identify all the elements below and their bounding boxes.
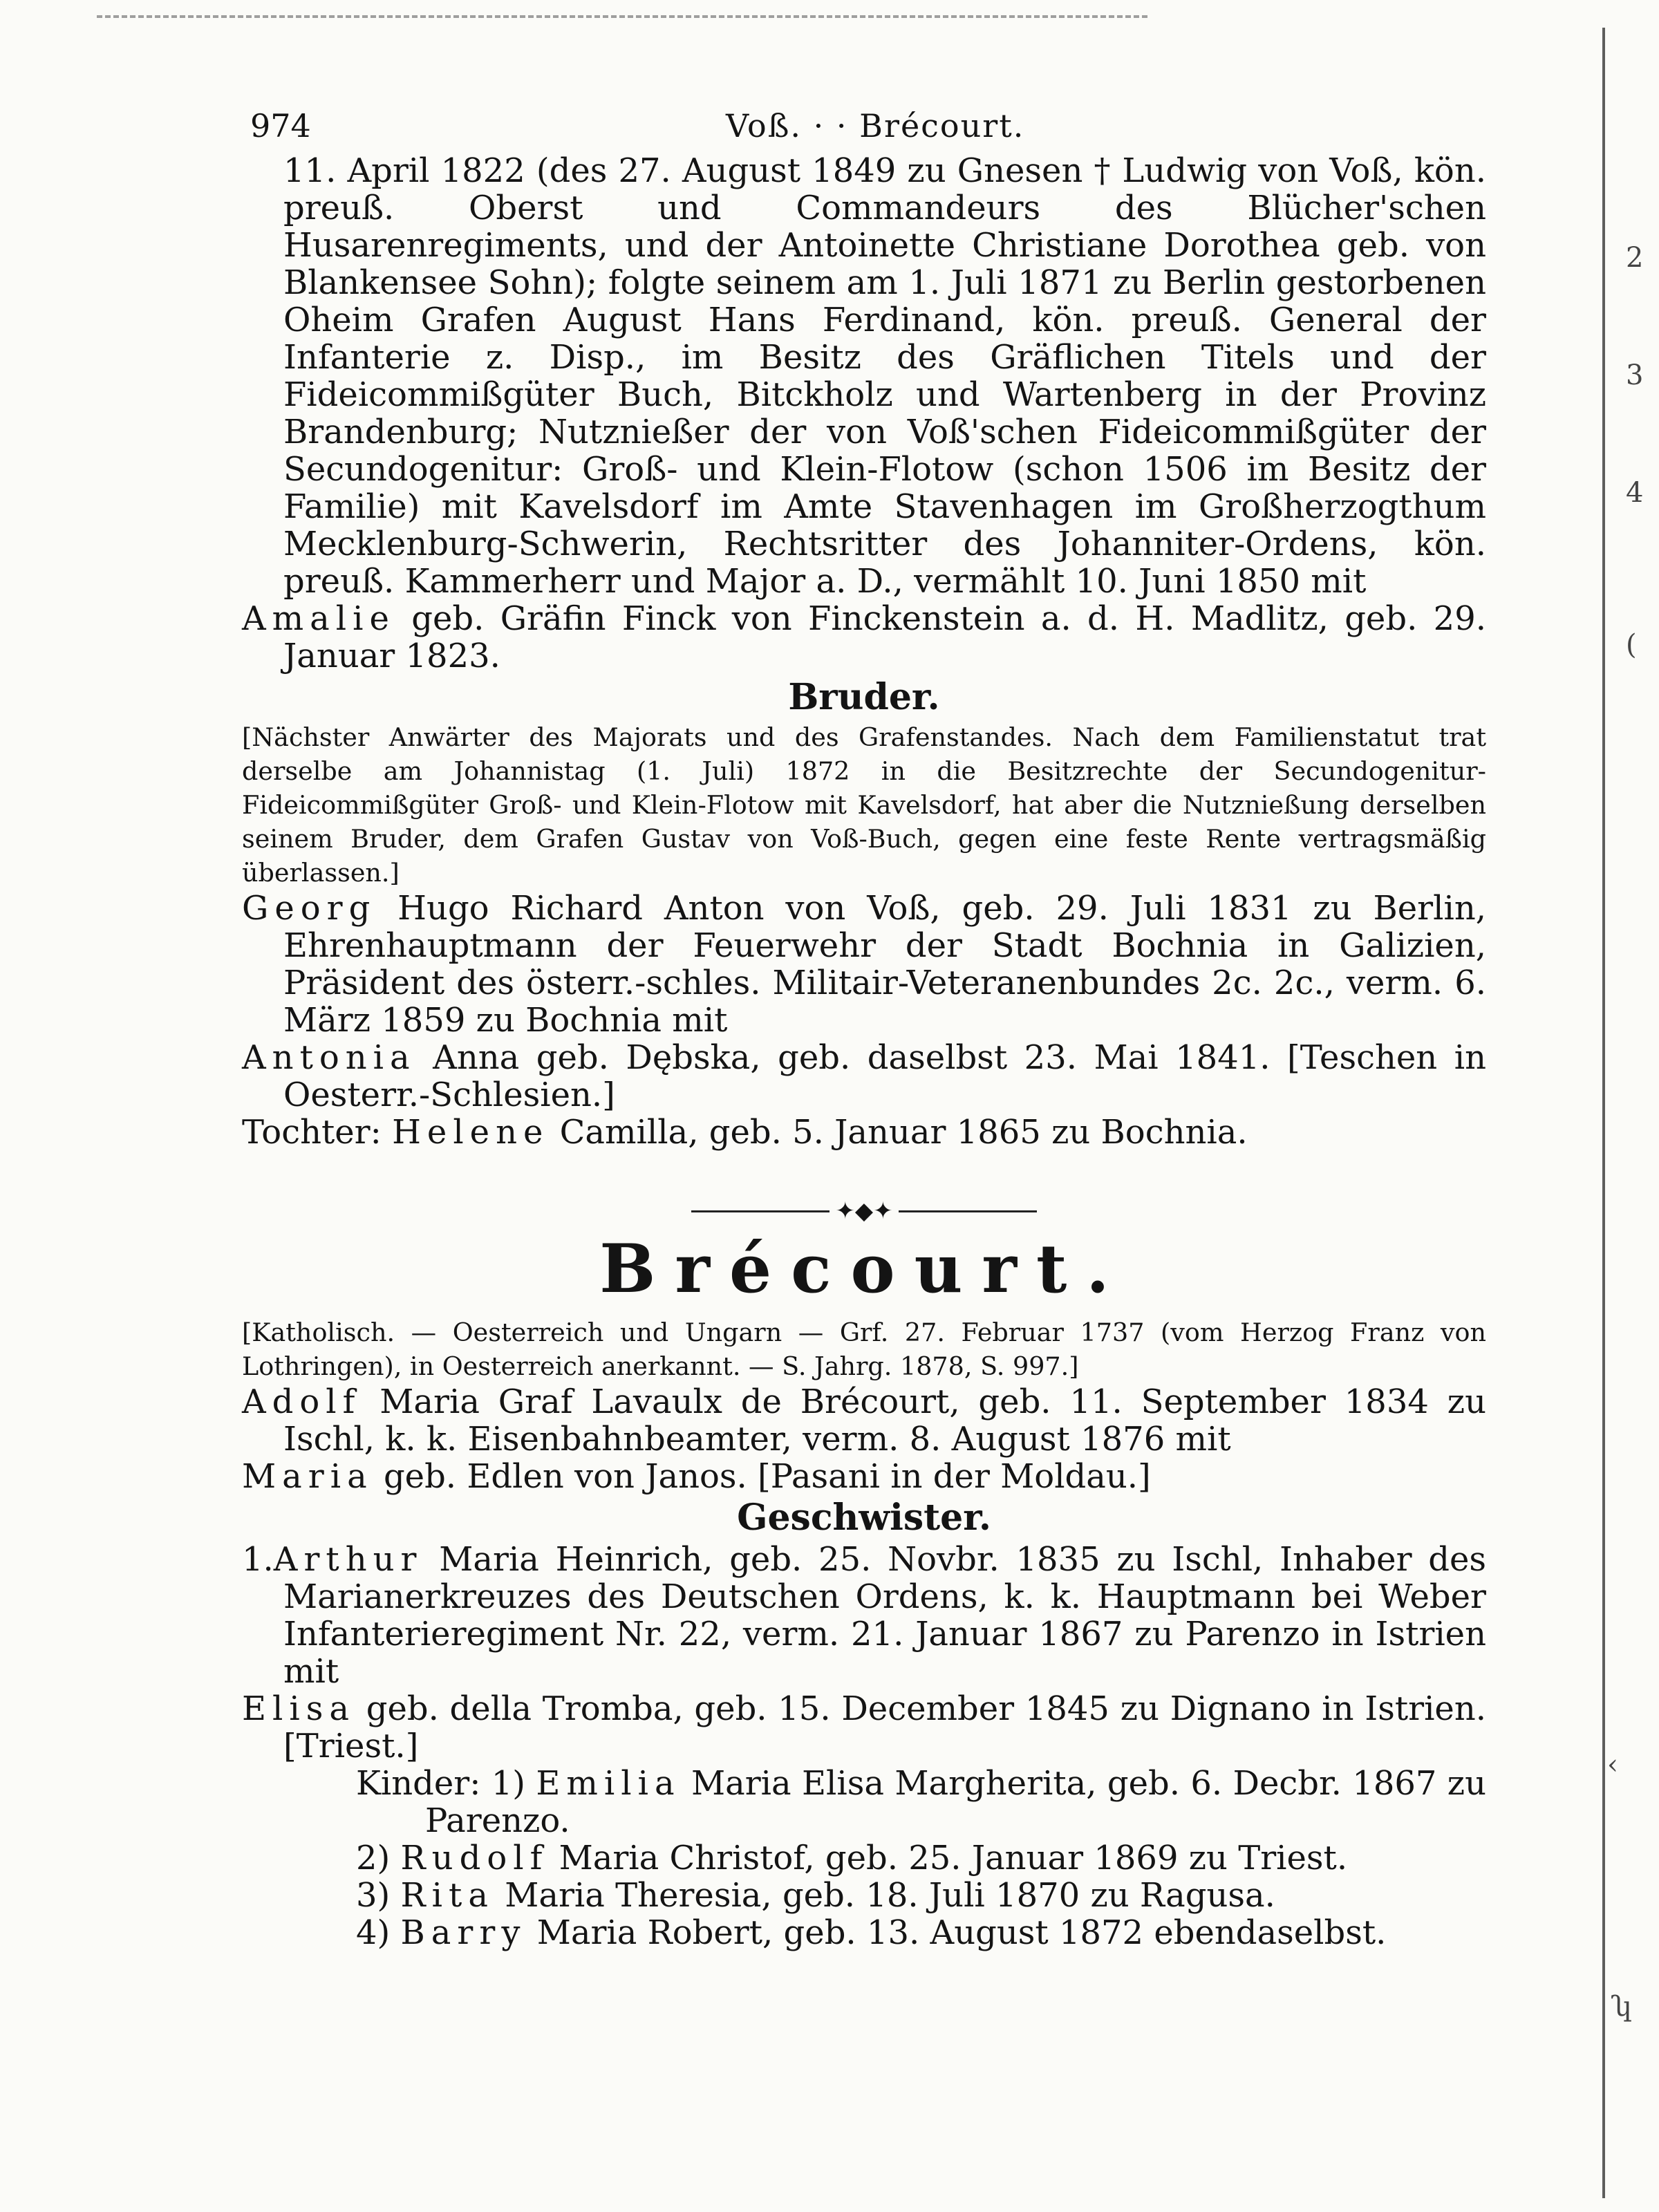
margin-mark: 4	[1626, 477, 1644, 509]
person-name: Adolf	[242, 1382, 362, 1421]
daughter-label: Tochter:	[242, 1113, 393, 1152]
brecourt-note: [Katholisch. — Oesterreich und Ungarn — Grf. 27. Februar 1737 (vom Herzog Franz von Lothringen), in Oesterreich anerkannt. — S. Jahrg. 1878, S. 997.]	[242, 1318, 1486, 1381]
brecourt-wife-entry	[242, 1458, 1486, 1495]
running-head: Voß. · · Brécourt.	[726, 107, 1025, 144]
person-name: Antonia	[242, 1038, 416, 1077]
child-entry	[332, 1877, 1486, 1914]
entry-text: Maria Graf Lavaulx de Brécourt, geb. 11. September 1834 zu Ischl, k. k. Eisenbahnbeamter, verm. 8. August 1876 mit	[283, 1382, 1486, 1459]
entry-text: Hugo Richard Anton von Voß, geb. 29. Juli 1831 zu Berlin, Ehrenhauptmann der Feuerwehr der Stadt Bochnia in Galizien, Präsident des österr.-schles. Militair-Veteranenbundes 2c. 2c., verm. 6. März 1859 zu Bochnia mit	[283, 889, 1486, 1040]
brecourt-head-entry	[242, 1383, 1486, 1458]
entry-text: Maria Robert, geb. 13. August 1872 ebendaselbst.	[526, 1913, 1387, 1952]
margin-mark: ‹	[1607, 1749, 1618, 1781]
divider-line	[691, 1210, 830, 1212]
person-name: Arthur	[273, 1540, 423, 1579]
ornamental-divider	[242, 1192, 1486, 1230]
entry-text: geb. Edlen von Janos. [Pasani in der Moldau.]	[373, 1457, 1151, 1496]
entry-text: Anna geb. Dębska, geb. daselbst 23. Mai 1841. [Teschen in Oesterr.-Schlesien.]	[283, 1038, 1486, 1114]
divider-ornament-icon: ✦◆✦	[835, 1197, 893, 1225]
child-number: 3)	[356, 1876, 391, 1915]
sibling-entry	[242, 1541, 1486, 1690]
scan-noise-top	[97, 15, 1147, 22]
page-body	[242, 152, 1486, 1951]
brother-entry	[242, 890, 1486, 1039]
person-name: Helene	[392, 1113, 550, 1152]
entry-text: geb. della Tromba, geb. 15. December 1845 zu Dignano in Istrien. [Triest.]	[283, 1689, 1486, 1765]
margin-mark: ʮ	[1611, 1991, 1633, 2023]
brother-note: [Nächster Anwärter des Majorats und des Grafenstandes. Nach dem Familienstatut trat derselbe am Johannistag (1. Juli) 1872 in die Besitzrechte der Secundogenitur-Fideicommißgüter Groß- und Klein-Flotow mit Kavelsdorf, hat aber die Nutznießung derselben seinem Bruder, dem Grafen Gustav von Voß-Buch, gegen eine feste Rente vertragsmäßig überlassen.]	[242, 722, 1486, 888]
person-name: Barry	[400, 1913, 527, 1952]
entry-text: Maria Heinrich, geb. 25. Novbr. 1835 zu Ischl, Inhaber des Marianerkreuzes des Deutschen Ordens, k. k. Hauptmann bei Weber Infanterieregiment Nr. 22, verm. 21. Januar 1867 zu Parenzo in Istrien mit	[283, 1540, 1486, 1691]
section-heading-bruder: Bruder.	[788, 676, 940, 718]
book-page	[242, 104, 1486, 1951]
child-number: 2)	[356, 1839, 391, 1877]
family-title: Brécourt.	[599, 1230, 1129, 1308]
divider-line	[899, 1210, 1037, 1212]
page-header	[242, 104, 1486, 152]
margin-mark: 3	[1626, 359, 1644, 391]
child-entry	[332, 1839, 1486, 1877]
person-name: Rudolf	[400, 1839, 549, 1877]
child-entry	[332, 1765, 1486, 1839]
person-name: Emilia	[536, 1764, 681, 1803]
entry-text: Maria Theresia, geb. 18. Juli 1870 zu Ragusa.	[494, 1876, 1275, 1915]
margin-mark: 2	[1626, 242, 1644, 274]
daughter-entry	[242, 1114, 1486, 1151]
person-name: Georg	[242, 889, 377, 928]
sibling-wife-entry	[242, 1690, 1486, 1765]
entry-text: Camilla, geb. 5. Januar 1865 zu Bochnia.	[549, 1113, 1248, 1152]
sibling-number: 1.	[242, 1540, 274, 1579]
child-entry	[332, 1914, 1486, 1951]
children-label: Kinder:	[356, 1764, 491, 1803]
entry-text: Maria Elisa Margherita, geb. 6. Decbr. 1867 zu Parenzo.	[425, 1764, 1486, 1840]
children-list	[242, 1765, 1486, 1951]
person-name: Amalie	[242, 599, 395, 638]
person-name: Maria	[242, 1457, 373, 1496]
section-heading-geschwister: Geschwister.	[737, 1497, 991, 1539]
brother-wife-entry	[242, 1039, 1486, 1114]
voss-entry-continuation: 11. April 1822 (des 27. August 1849 zu Gnesen † Ludwig von Voß, kön. preuß. Oberst und Commandeurs des Blücher'schen Husarenregiments, und der Antoinette Christiane Dorothea geb. von Blankensee Sohn); folgte seinem am 1. Juli 1871 zu Berlin gestorbenen Oheim Grafen August Hans Ferdinand, kön. preuß. General der Infanterie z. Disp., im Besitz des Gräflichen Titels und der Fideicommißgüter Buch, Bitckholz und Wartenberg in der Provinz Brandenburg; Nutznießer der von Voß'schen Fideicommißgüter der Secundogenitur: Groß- und Klein-Flotow (schon 1506 im Besitz der Familie) mit Kavelsdorf im Amte Stavenhagen im Großherzogthum Mecklenburg-Schwerin, Rechtsritter des Johanniter-Ordens, kön. preuß. Kammerherr und Major a. D., vermählt 10. Juni 1850 mit	[283, 151, 1486, 601]
entry-text: geb. Gräfin Finck von Finckenstein a. d. H. Madlitz, geb. 29. Januar 1823.	[283, 599, 1486, 675]
child-number: 4)	[356, 1913, 391, 1952]
person-name: Elisa	[242, 1689, 355, 1728]
page-edge-right	[1602, 28, 1605, 2198]
entry-text: Maria Christof, geb. 25. Januar 1869 zu Triest.	[548, 1839, 1348, 1877]
voss-wife-entry	[242, 600, 1486, 675]
page-number: 974	[250, 107, 311, 144]
child-number: 1)	[491, 1764, 525, 1803]
margin-mark: (	[1626, 629, 1637, 661]
person-name: Rita	[400, 1876, 494, 1915]
